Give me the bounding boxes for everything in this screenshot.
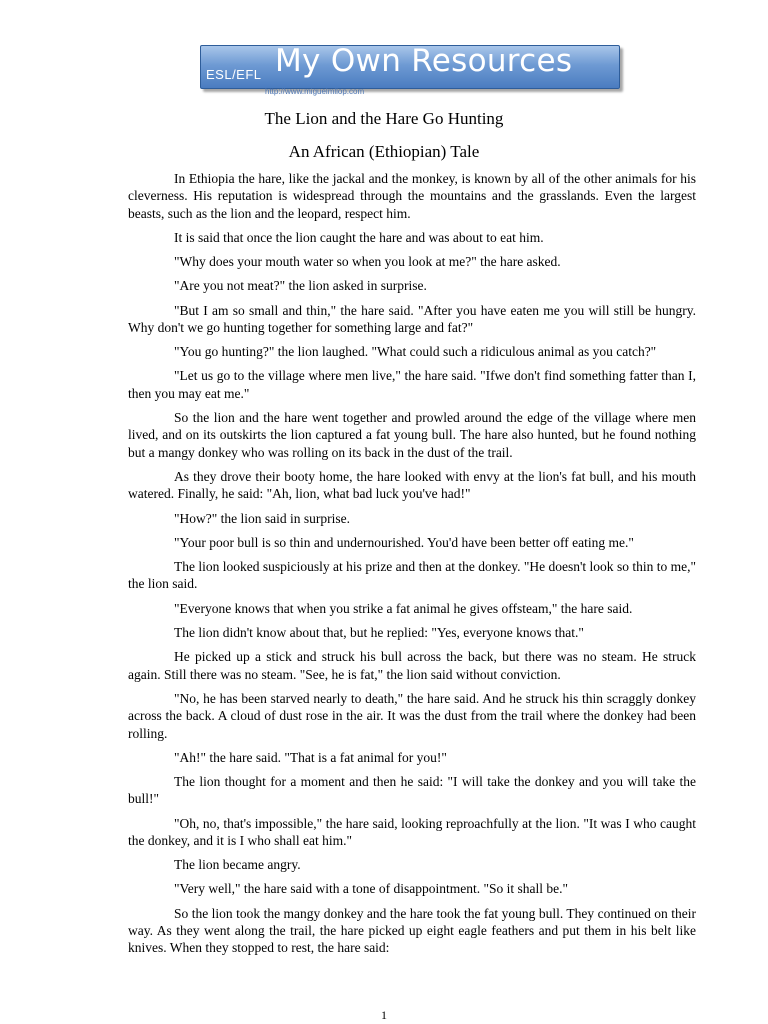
paragraph: The lion looked suspiciously at his prize and then at the donkey. "He doesn't look so thin to me," the lion said. bbox=[128, 559, 696, 592]
page-number: 1 bbox=[381, 1008, 387, 1022]
paragraph: "Your poor bull is so thin and undernourished. You'd have been better off eating me." bbox=[174, 534, 634, 550]
paragraph: He picked up a stick and struck his bull across the back, but there was no steam. He struck again. Still there was no steam. "See, he is fat," the lion said without conviction. bbox=[128, 649, 696, 682]
paragraph: "You go hunting?" the lion laughed. "What could such a ridiculous animal as you catch?" bbox=[174, 344, 657, 360]
banner-url: http://www.miguelmllop.com bbox=[265, 87, 365, 96]
paragraph: As they drove their booty home, the hare looked with envy at the lion's fat bull, and his mouth watered. Finally, he said: "Ah, lion, what bad luck you've had!" bbox=[128, 469, 696, 502]
header-banner bbox=[200, 45, 620, 89]
paragraph: "Everyone knows that when you strike a fat animal he gives offsteam," the hare said. bbox=[174, 600, 633, 616]
paragraph: "Ah!" the hare said. "That is a fat animal for you!" bbox=[174, 749, 447, 765]
paragraph: "Oh, no, that's impossible," the hare said, looking reproachfully at the lion. "It was I who caught the donkey, and it is I who shall eat him." bbox=[128, 815, 696, 848]
paragraph: "Let us go to the village where men live," the hare said. "Ifwe don't find something fatter than I, then you may eat me." bbox=[128, 368, 696, 401]
document-title: The Lion and the Hare Go Hunting bbox=[264, 109, 504, 128]
paragraph: "No, he has been starved nearly to death," the hare said. And he struck his thin scraggly donkey across the back. A cloud of dust rose in the air. It was the dust from the trail where the donkey had been rolling. bbox=[128, 690, 696, 741]
banner-title: My Own Resources bbox=[275, 45, 573, 79]
paragraph: So the lion took the mangy donkey and the hare took the fat young bull. They continued on their way. As they went along the trail, the hare picked up eight eagle feathers and put them in his belt like knives. When they stopped to rest, the hare said: bbox=[128, 905, 696, 956]
paragraph: "Are you not meat?" the lion asked in surprise. bbox=[174, 278, 427, 294]
paragraph: So the lion and the hare went together and prowled around the edge of the village where men lived, and on its outskirts the lion captured a fat young bull. The hare also hunted, but he found nothing but a mangy donkey who was rolling on its back in the dust of the trail. bbox=[128, 410, 696, 460]
document-subtitle: An African (Ethiopian) Tale bbox=[288, 142, 480, 161]
paragraph: In Ethiopia the hare, like the jackal and the monkey, is known by all of the other animals for his cleverness. His reputation is widespread through the mountains and the grasslands. Even the largest beasts, such as the lion and the leopard, respect him. bbox=[128, 171, 696, 221]
paragraph: The lion thought for a moment and then he said: "I will take the donkey and you will take the bull!" bbox=[128, 773, 696, 807]
paragraph: It is said that once the lion caught the hare and was about to eat him. bbox=[174, 230, 544, 246]
paragraph: The lion didn't know about that, but he replied: "Yes, everyone knows that." bbox=[174, 624, 584, 640]
paragraph: "Why does your mouth water so when you look at me?" the hare asked. bbox=[174, 254, 561, 270]
paragraph: "But I am so small and thin," the hare said. "After you have eaten me you will still be hungry. Why don't we go hunting together for something large and fat?" bbox=[128, 302, 696, 336]
paragraph: The lion became angry. bbox=[174, 857, 301, 873]
paragraph: "Very well," the hare said with a tone of disappointment. "So it shall be." bbox=[174, 881, 568, 897]
paragraph: "How?" the lion said in surprise. bbox=[174, 510, 350, 526]
banner-subtitle: ESL/EFL bbox=[206, 67, 262, 82]
story-text bbox=[128, 170, 696, 964]
